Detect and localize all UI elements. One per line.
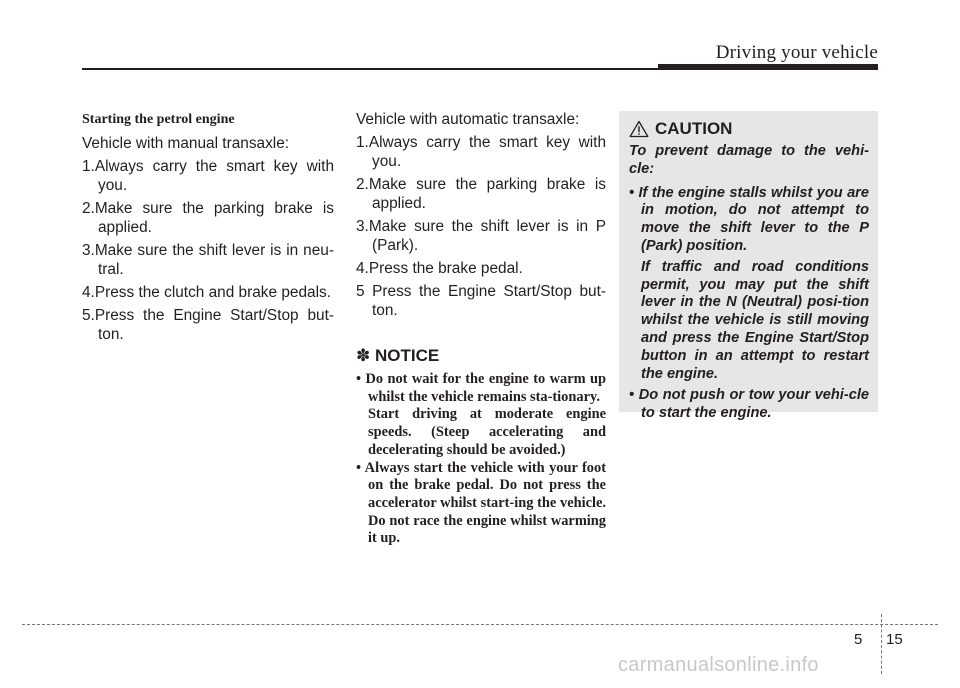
manual-steps-list — [82, 157, 334, 344]
automatic-step: 3.Make sure the shift lever is in P (Park). — [356, 218, 606, 254]
automatic-steps-list — [356, 133, 606, 320]
automatic-step: 1.Always carry the smart key with you. — [356, 134, 606, 170]
manual-step: 1.Always carry the smart key with you. — [82, 158, 334, 194]
caution-header — [629, 120, 869, 138]
automatic-step: 5 Press the Engine Start/Stop but-ton. — [356, 283, 606, 319]
manual-step: 3.Make sure the shift lever is in neu-tral. — [82, 242, 334, 278]
caution-box — [619, 111, 878, 422]
page-number: 15 — [886, 631, 903, 648]
notice-item: • Do not wait for the engine to warm up whilst the vehicle remains sta-tionary. Start driving at moderate engine speeds. (Steep accelerating and decelerating should be avoided.) — [356, 371, 607, 458]
manual-step: 2.Make sure the parking brake is applied. — [82, 200, 334, 236]
caution-item: • If the engine stalls whilst you are in motion, do not attempt to move the shift lever to the P (Park) position. If traffic and road conditions permit, you may put the shift lever in the N (Neutral) posi-tion whilst the vehicle is still moving and press the Engine Start/Stop button in an attempt to restart the engine. — [629, 184, 869, 382]
notice-item-text: Always start the vehicle with your foot on the brake pedal. Do not press the accelerator whilst start-ing the vehicle. Do not race the engine whilst warming it up. — [364, 459, 606, 547]
middle-column — [356, 110, 606, 548]
automatic-step: 4.Press the brake pedal. — [356, 260, 523, 277]
manual-step: 5.Press the Engine Start/Stop but-ton. — [82, 307, 334, 343]
notice-heading: ✽ NOTICE — [356, 346, 440, 365]
automatic-step: 2.Make sure the parking brake is applied. — [356, 176, 606, 212]
manual-transaxle-intro: Vehicle with manual transaxle: — [82, 135, 290, 152]
notice-item: • Always start the vehicle with your foot on the brake pedal. Do not press the accelerator whilst start-ing the vehicle. Do not race the engine whilst warming it up. — [356, 459, 606, 547]
footer-divider — [881, 614, 882, 674]
header-rule-accent — [658, 64, 878, 70]
chapter-number: 5 — [854, 631, 863, 648]
notice-item-text: Do not wait for the engine to warm up whilst the vehicle remains sta-tionary. — [365, 371, 607, 405]
notice-item-continuation: Start driving at moderate engine speeds. (Steep accelerating and decelerating should be avoided.) — [368, 406, 606, 458]
watermark: carmanualsonline.info — [618, 654, 819, 676]
left-column — [82, 110, 334, 348]
caution-heading: CAUTION — [655, 119, 733, 139]
section-title: Driving your vehicle — [715, 42, 878, 63]
caution-list — [629, 185, 869, 423]
manual-step: 4.Press the clutch and brake pedals. — [82, 284, 331, 301]
section-heading: Starting the petrol engine — [82, 112, 235, 127]
caution-intro: To prevent damage to the vehi-cle: — [629, 143, 869, 177]
caution-item: • Do not push or tow your vehi-cle to start the engine. — [629, 387, 869, 422]
caution-item-continuation: If traffic and road conditions permit, you may put the shift lever in the N (Neutral) posi-tion whilst the vehicle is still moving and press the Engine Start/Stop button in an attempt to restart the engine. — [641, 258, 869, 382]
notice-list — [356, 371, 606, 548]
automatic-transaxle-intro: Vehicle with automatic transaxle: — [356, 111, 580, 128]
footer-rule — [22, 624, 938, 625]
caution-item-text: Do not push or tow your vehi-cle to start the engine. — [638, 387, 869, 422]
warning-triangle-icon — [629, 120, 649, 138]
caution-item-text: If the engine stalls whilst you are in motion, do not attempt to move the shift lever to the P (Park) position. — [638, 184, 869, 254]
